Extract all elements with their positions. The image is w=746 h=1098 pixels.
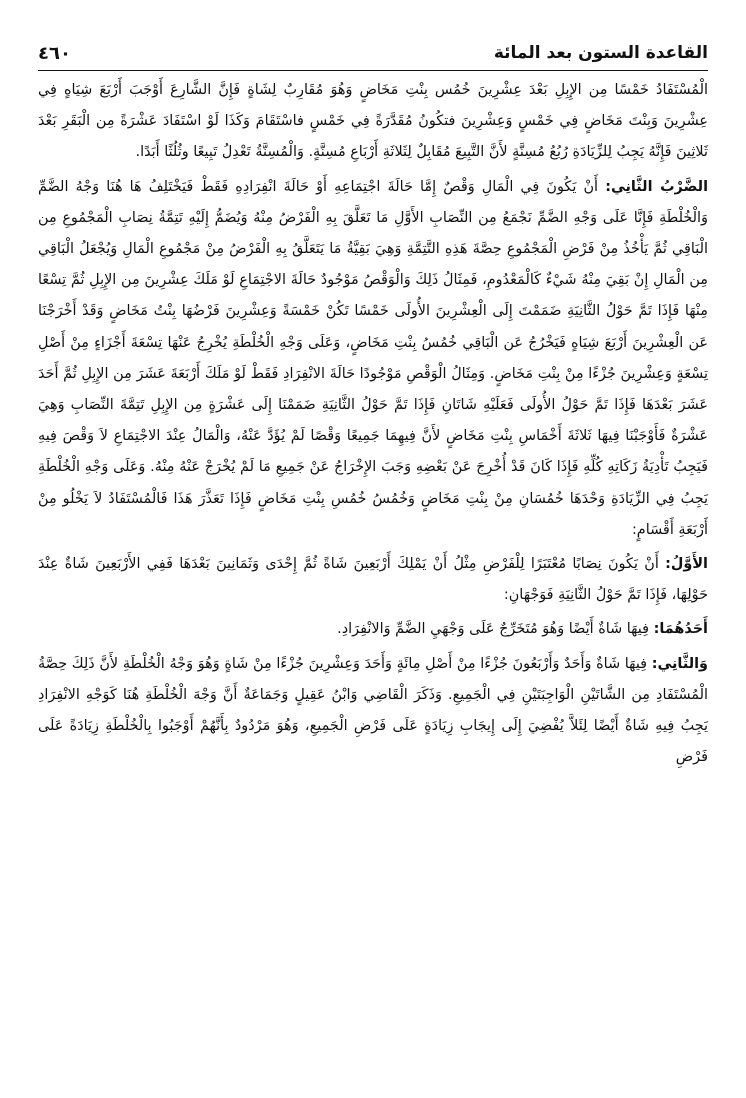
paragraph-lead: وَالثَّانِي: [651, 655, 708, 672]
page-number: ٤٦٠ [38, 42, 71, 64]
paragraph-text: فِيهَا شَاةٌ أَيْضًا وَهُوَ مُتَخَرِّجٌ عَلَى وَجْهَيِ الضَّمِّ وَالانْفِرَادِ. [337, 621, 654, 638]
paragraph [38, 172, 708, 546]
paragraph [38, 549, 708, 611]
running-header [38, 36, 708, 71]
paragraph-text: أَنْ يَكُونَ فِي الْمَالِ وَقْصٌ إِمَّا حَالَةَ اجْتِمَاعِهِ أَوْ حَالَةَ انْفِرَادِهِ فَقَطْ فَيَخْتَلِفُ هَا هُنَا وَجْهُ الضَّمِّ وَالْخُلْطَةِ فَإِنَّا عَلَى وَجْهِ الضَّمِّ نَجْمَعُ مِن النِّصَابِ الأَوَّلِ مَا تَعَلَّقَ بِهِ الْفَرْضُ مِنْهُ وَيُضَمُّ إِلَيْهِ تَتِمَّةُ نِصَابِ الْمَجْمُوعِ مِن الْبَاقِي ثُمَّ يَأْخُذُ مِنْ فَرْضِ الْمَجْمُوعِ حِصَّةَ هَذِهِ التَّتِمَّةِ وَهِيَ بَقِيَّةُ مَا يَتَعَلَّقُ بِهِ الْفَرْضُ مِنْ مَجْمُوعِ الْمَالِ وَيُجْعَلُ الْبَاقِي مِن الْمَالِ إِنْ بَقِيَ مِنْهُ شَيْءٌ كَالْمَعْدُومِ، فَمِثَالُ ذَلِكَ وَالْوَقْصُ مَوْجُودٌ حَالَةَ الاجْتِمَاعِ لَوْ مَلَكَ عِشْرِينَ مِن الإِبِلِ ثُمَّ تِسْعًا مِنْهَا فَإِذَا تَمَّ حَوْلُ الثَّانِيَةِ ضَمَمْتَ إِلَى الْعِشْرِينَ الأُولَى خَمْسًا تَكُنْ خَمْسَةً وَعِشْرِينَ فَرْضُهَا بِنْتُ مَخَاضٍ وَقَدْ أَخْرَجْنَا عَن الْعِشْرِينَ أَرْبَعَ شِيَاهٍ فَيَخْرُجُ عَن الْبَاقِي خُمُسُ بِنْتِ مَخَاضٍ، وَعَلَى وَجْهِ الْخُلْطَةِ يُخْرِجُ عَنْهَا تِسْعَةَ أَجْزَاءٍ مِنْ أَصْلِ تِسْعَةٍ وَعِشْرِينَ جُزْءًا مِنْ بِنْتِ مَخَاضٍ. وَمِثَالُ الْوَقْصِ مَوْجُودًا حَالَةَ الانْفِرَادِ فَقَطْ لَوْ مَلَكَ أَرْبَعَةَ عَشَرَ مِن الإِبِلِ ثُمَّ أَحَدَ عَشَرَ بَعْدَهَا فَإِذَا تَمَّ حَوْلُ الأُولَى فَعَلَيْهِ شَاتَانِ فَإِذَا تَمَّ حَوْلُ الثَّانِيَةِ ضَمَمْنَا إِلَى عَشْرَةٍ مِن الإِبِلِ تَتِمَّةَ النِّصَابِ وَهِيَ عَشْرَةٌ فَأَوْجَبْنَا فِيهَا ثَلاثَةَ أَخْمَاسِ بِنْتِ مَخَاضٍ لأَنَّ فِيهِمَا جَمِيعًا وَقْصًا لَمْ يُؤَدَّ عَنْهُ، وَالْمَالُ عِنْدَ الاجْتِمَاعِ لاَ وَقْصَ فِيهِ فَيَجِبُ تَأْدِيَةُ زَكَاتِهِ كُلِّهِ فَإِذَا كَانَ قَدْ أُخْرِجَ عَنْ بَعْضِهِ وَجَبَ الإِخْرَاجُ عَنْ جَمِيعِ مَا لَمْ يُخْرَجْ عَنْهُ مِنْهُ. وَعَلَى وَجْهِ الْخُلْطَةِ يَجِبُ فِي الزِّيَادَةِ وَحْدَهَا خُمُسَانِ مِنْ بِنْتِ مَخَاضٍ وَخُمُسُ خُمُسِ بِنْتِ مَخَاضٍ فَإِذَا تَعَذَّرَ هَذَا فَالْمُسْتَفَادُ لاَ يَخْلُو مِنْ أَرْبَعَةِ أَقْسَامٍ: [38, 178, 708, 538]
chapter-title: القاعدة الستون بعد المائة [493, 43, 708, 63]
paragraph-text: أَنْ يَكُونَ نِصَابًا مُعْتَبَرًا لِلْفَرْضِ مِثْلُ أَنْ يَمْلِكَ أَرْبَعِينَ شَاةً ثُمَّ إِحْدَى وَثَمَانِينَ بَعْدَهَا فَفِي الأَرْبَعِينَ شَاةٌ عِنْدَ حَوْلِهَا، فَإِذَا تَمَّ حَوْلُ الثَّانِيَةِ فَوَجْهَانِ: [38, 556, 708, 604]
paragraph-text: فِيهَا شَاةٌ وَأَحَدٌ وَأَرْبَعُونَ جُزْءًا مِنْ أَصْلِ مِائَةٍ وَأَحَدَ وَعِشْرِينَ جُزْءًا مِنْ شَاةٍ وَهُوَ وَجْهُ الْخُلْطَةِ لأَنَّ ذَلِكَ حِصَّةُ الْمُسْتَفَادِ مِن الشَّاتَيْنِ الْوَاجِبَتَيْنِ فِي الْجَمِيعِ. وَذَكَرَ الْقَاضِي وَابْنُ عَقِيلٍ وَجَمَاعَةٌ أَنَّ وَجْهَ الْخُلْطَةِ هُنَا كَوَجْهِ الانْفِرَادِ يَجِبُ فِيهِ شَاةٌ أَيْضًا لِئَلاَّ يُفْضِيَ إِلَى إِيجَابِ زِيَادَةٍ عَلَى فَرْضِ الْجَمِيعِ، وَهُوَ مَرْدُودٌ بِأَنَّهُمْ أَوْجَبُوا بِالْخُلْطَةِ زِيَادَةً عَلَى فَرْضِ [38, 655, 708, 766]
paragraph-lead: أَحَدُهُمَا: [653, 621, 708, 638]
paragraph [38, 75, 708, 169]
page-body [38, 75, 708, 773]
book-page [38, 36, 708, 1076]
paragraph-lead: الضَّرْبُ الثَّانِي: [605, 178, 708, 195]
paragraph-text: الْمُسْتَفَادُ خَمْسًا مِن الإِبِلِ بَعْدَ عِشْرِينَ خُمُس بِنْتِ مَخَاضٍ وَهُوَ مُقَارِبٌ لِشَاةٍ فَإِنَّ الشَّارِعَ أَوْجَبَ أَرْبَعَ شِيَاهٍ فِي عِشْرِينَ وَبِنْتَ مَخَاضٍ فِي خَمْسٍ وَعِشْرِينَ فتكُونُ مُقَدَّرَةً فِي خَمْسٍ فاسْتَقَامَ وَكَذَا لَوْ اسْتَفَادَ عَشْرَةً مِن الْبَقَرِ بَعْدَ ثَلاثِينَ فَإِنَّهُ يَجِبُ لِلزِّيَادَةِ رُبُعُ مُسِنَّةٍ لأَنَّ التَّبِيعَ مُقَابِلٌ لِثَلاثَةِ أَرْبَاعِ مُسِنَّةٍ. وَالْمُسِنَّةُ تَعْدِلُ تَبِيعًا وثُلُثًا أَبَدًا. [38, 82, 708, 161]
paragraph [38, 649, 708, 774]
paragraph [38, 614, 708, 645]
paragraph-lead: الأَوَّلُ: [665, 556, 708, 573]
